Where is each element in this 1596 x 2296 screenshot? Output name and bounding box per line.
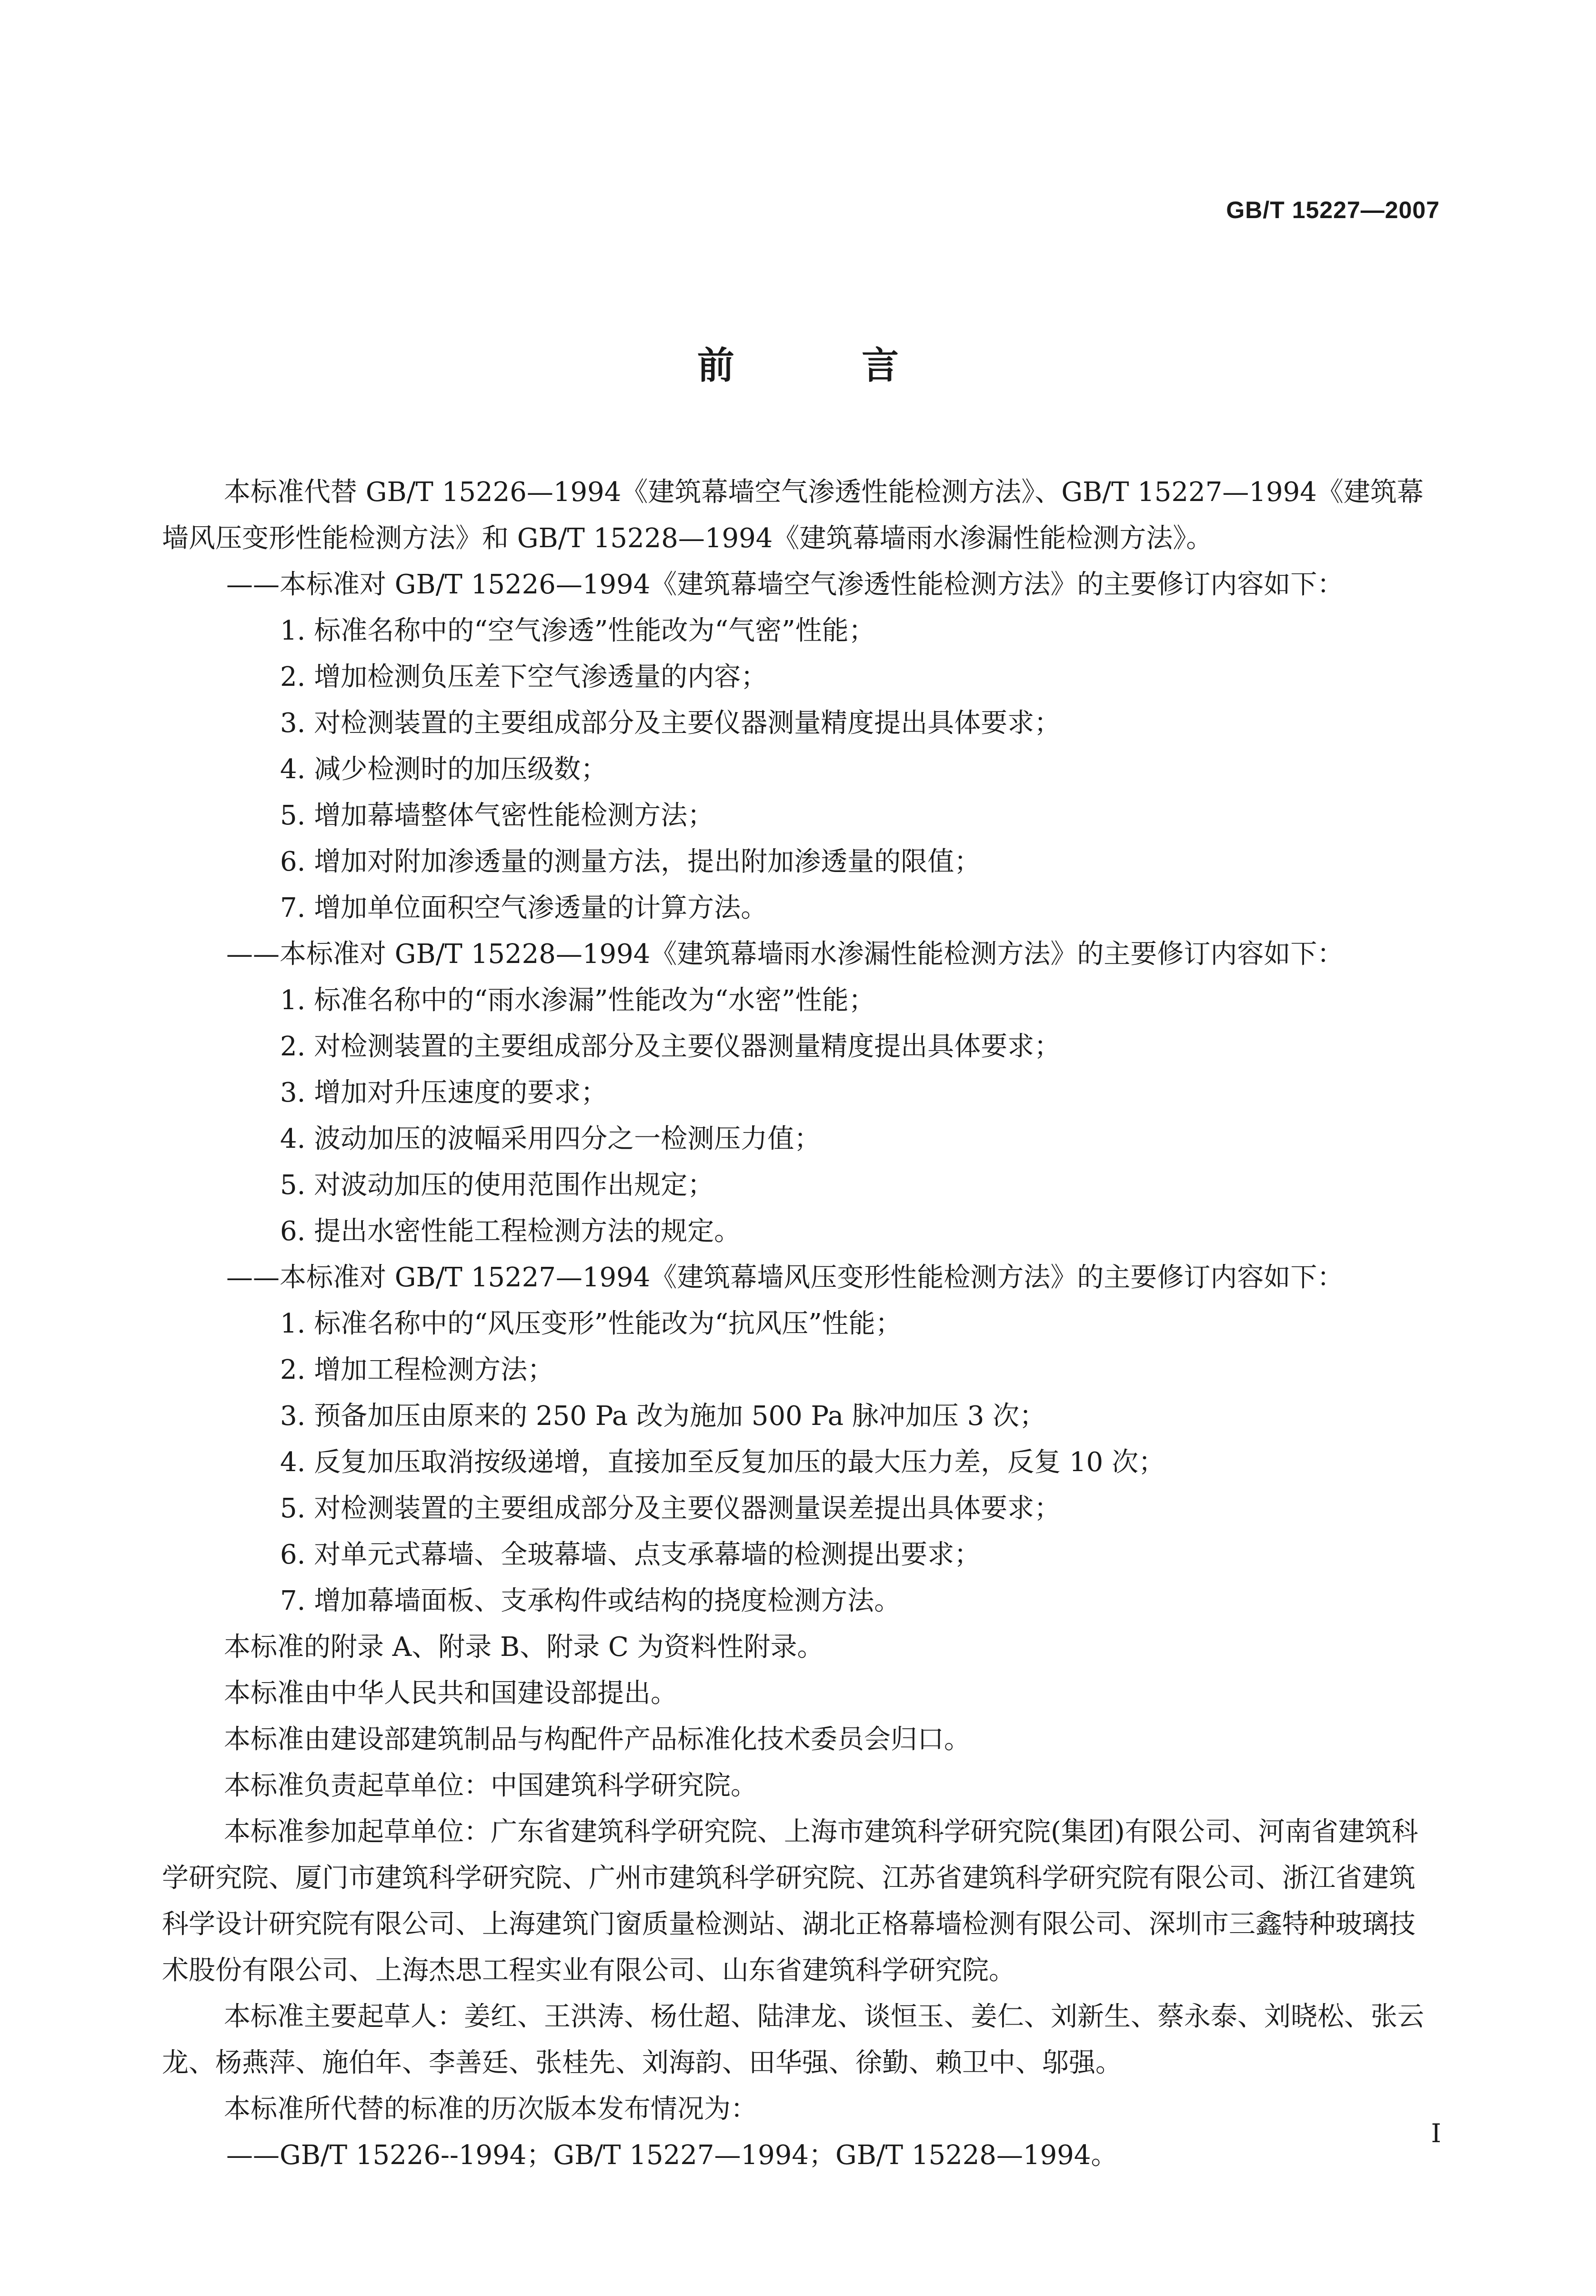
paragraph: 本标准主要起草人：姜红、王洪涛、杨仕超、陆津龙、谈恒玉、姜仁、刘新生、蔡永泰、刘晓松、张云龙、杨燕萍、施伯年、李善廷、张桂先、刘海韵、田华强、徐勤、赖卫中、邬强。 [162,2001,1424,2078]
revision-heading: ——本标准对 GB/T 15228—1994《建筑幕墙雨水渗漏性能检测方法》的主要修订内容如下： [226,939,1344,970]
list-item: 6. 增加对附加渗透量的测量方法，提出附加渗透量的限值； [280,846,981,877]
list-item: 6. 对单元式幕墙、全玻幕墙、点支承幕墙的检测提出要求； [280,1539,981,1570]
revision-heading: ——本标准对 GB/T 15226—1994《建筑幕墙空气渗透性能检测方法》的主要修订内容如下： [226,569,1344,600]
list-item: 2. 对检测装置的主要组成部分及主要仪器测量精度提出具体要求； [280,1031,1061,1062]
list-item: 1. 标准名称中的“空气渗透”性能改为“气密”性能； [280,615,875,646]
revision-heading: ——本标准对 GB/T 15227—1994《建筑幕墙风压变形性能检测方法》的主要修订内容如下： [226,1262,1344,1293]
list-item: 7. 增加单位面积空气渗透量的计算方法。 [280,892,768,923]
list-item: 5. 对波动加压的使用范围作出规定； [280,1170,714,1201]
list-item: 4. 波动加压的波幅采用四分之一检测压力值； [280,1123,821,1154]
list-item: 4. 减少检测时的加压级数； [280,754,608,785]
paragraph: 本标准由中华人民共和国建设部提出。 [224,1678,677,1709]
page-number: I [1431,2118,1441,2148]
list-item: 7. 增加幕墙面板、支承构件或结构的挠度检测方法。 [280,1585,901,1616]
list-item: 6. 提出水密性能工程检测方法的规定。 [280,1216,741,1247]
paragraph: 本标准负责起草单位：中国建筑科学研究院。 [224,1770,757,1801]
paragraph: 本标准由建设部建筑制品与构配件产品标准化技术委员会归口。 [224,1724,971,1755]
list-item: 1. 标准名称中的“雨水渗漏”性能改为“水密”性能； [280,985,875,1016]
list-item: 3. 增加对升压速度的要求； [280,1077,608,1108]
foreword-body [162,469,1438,2178]
list-item: 5. 增加幕墙整体气密性能检测方法； [280,800,714,831]
paragraph: 本标准代替 GB/T 15226—1994《建筑幕墙空气渗透性能检测方法》、GB/T 15227—1994《建筑幕墙风压变形性能检测方法》和 GB/T 15228—1994《建筑幕墙雨水渗漏性能检测方法》。 [162,477,1424,554]
list-item: 1. 标准名称中的“风压变形”性能改为“抗风压”性能； [280,1308,902,1339]
list-item: 5. 对检测装置的主要组成部分及主要仪器测量误差提出具体要求； [280,1493,1061,1524]
list-item: 2. 增加检测负压差下空气渗透量的内容； [280,662,768,692]
list-item: 3. 对检测装置的主要组成部分及主要仪器测量精度提出具体要求； [280,708,1061,739]
paragraph: 本标准参加起草单位：广东省建筑科学研究院、上海市建筑科学研究院(集团)有限公司、河南省建筑科学研究院、厦门市建筑科学研究院、广州市建筑科学研究院、江苏省建筑科学研究院有限公司、浙江省建筑科学设计研究院有限公司、上海建筑门窗质量检测站、湖北正格幕墙检测有限公司、深圳市三鑫特种玻璃技术股份有限公司、上海杰思工程实业有限公司、山东省建筑科学研究院。 [162,1816,1418,1986]
page-title: 前 言 [697,344,956,387]
revision-heading: ——GB/T 15226--1994；GB/T 15227—1994；GB/T 15228—1994。 [226,2140,1118,2171]
standard-code: GB/T 15227—2007 [1226,197,1440,223]
list-item: 2. 增加工程检测方法； [280,1354,554,1385]
list-item: 4. 反复加压取消按级递增，直接加至反复加压的最大压力差，反复 10 次； [280,1447,1165,1478]
list-item: 3. 预备加压由原来的 250 Pa 改为施加 500 Pa 脉冲加压 3 次； [280,1401,1046,1432]
paragraph: 本标准所代替的标准的历次版本发布情况为： [224,2094,757,2125]
paragraph: 本标准的附录 A、附录 B、附录 C 为资料性附录。 [224,1632,824,1663]
